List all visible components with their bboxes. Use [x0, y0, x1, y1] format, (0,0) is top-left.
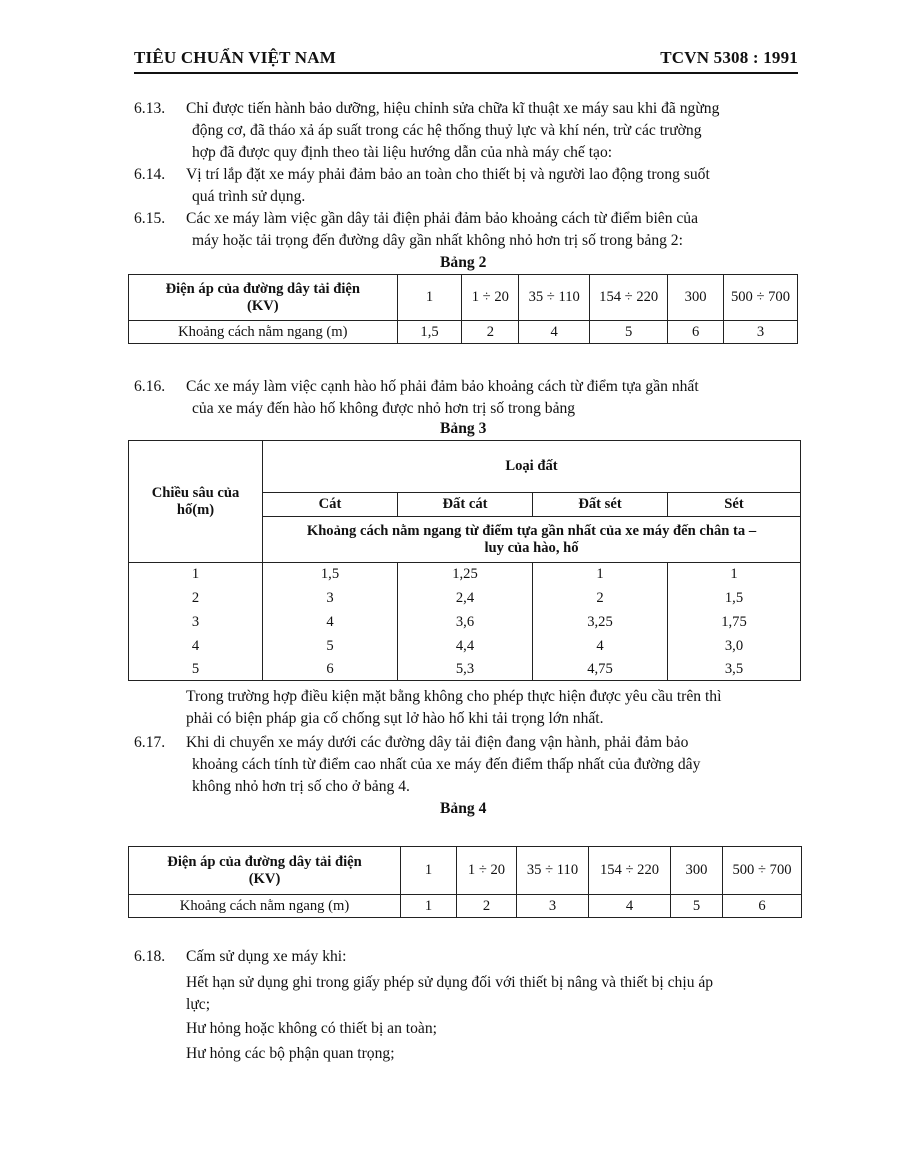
header-line: hố(m) [176, 501, 215, 518]
clause-number: 6.13. [134, 100, 166, 117]
table-cell: 4 [263, 611, 398, 635]
table-cell: 4 [533, 635, 668, 659]
table-cell: 500 ÷ 700 [723, 847, 802, 895]
clause-text: khoảng cách tính từ điểm cao nhất của xe máy đến điểm thấp nhất của đường dây [192, 756, 701, 773]
clause-6-14 [134, 164, 798, 208]
table-cell: 3 [723, 321, 797, 344]
table-cell: 6 [263, 659, 398, 681]
clause-number: 6.18. [134, 948, 166, 965]
table-header-cell [129, 847, 401, 895]
standard-code: TCVN 5308 : 1991 [660, 48, 798, 67]
clause-6-16 [134, 376, 798, 420]
clause-6-15 [134, 208, 798, 252]
table-row [129, 847, 802, 895]
clause-text: Các xe máy làm việc gần dây tải điện phải đảm bảo khoảng cách từ điểm biên của [186, 210, 699, 227]
table-cell: 5 [590, 321, 668, 344]
note-text: phải có biện pháp gia cố chống sụt lở hào hố khi tải trọng lớn nhất. [186, 710, 604, 727]
list-item [186, 972, 798, 1016]
clause-text: không nhỏ hơn trị số cho ở bảng 4. [192, 778, 410, 795]
page-header [134, 46, 798, 74]
table-row [129, 563, 801, 587]
table-cell: 300 [671, 847, 723, 895]
table-cell: 35 ÷ 110 [519, 275, 590, 321]
clause-number: 6.15. [134, 210, 166, 227]
soil-header-cell: Cát [263, 493, 398, 517]
depth-header [129, 441, 263, 563]
table-cell: 6 [668, 321, 724, 344]
note-text: Trong trường hợp điều kiện mặt bằng không cho phép thực hiện được yêu cầu trên thì [186, 688, 722, 705]
table-row [129, 659, 801, 681]
list-item: Hư hỏng các bộ phận quan trọng; [186, 1045, 395, 1062]
soil-type-header: Loại đất [263, 441, 801, 493]
table-cell: 5 [263, 635, 398, 659]
table-cell: 2 [462, 321, 519, 344]
table-cell: 3,5 [668, 659, 801, 681]
table-row [129, 321, 798, 344]
table-cell: 4 [129, 635, 263, 659]
table-cell: 1 ÷ 20 [457, 847, 517, 895]
clause-text: Vị trí lắp đặt xe máy phải đảm bảo an toàn cho thiết bị và người lao động trong suốt [186, 166, 710, 183]
table-cell: 1 [668, 563, 801, 587]
table-cell: 500 ÷ 700 [723, 275, 797, 321]
table-cell: 3 [129, 611, 263, 635]
clause-number: 6.14. [134, 166, 166, 183]
header-line: luy của hào, hố [484, 539, 579, 556]
table-cell: 3 [517, 895, 589, 918]
table-cell: 3 [263, 587, 398, 611]
table-cell: 300 [668, 275, 724, 321]
list-item-text: lực; [186, 996, 211, 1013]
soil-header-cell: Đất sét [533, 493, 668, 517]
table-cell: 1,5 [668, 587, 801, 611]
table-2 [128, 274, 798, 344]
list-item-text: Hết hạn sử dụng ghi trong giấy phép sử dụng đối với thiết bị nâng và thiết bị chịu áp [186, 974, 714, 991]
table-cell: 1,5 [263, 563, 398, 587]
table-cell: 1 [129, 563, 263, 587]
header-line: Điện áp của đường dây tải điện [167, 853, 362, 870]
clause-text: Khi di chuyển xe máy dưới các đường dây tải điện đang vận hành, phải đảm bảo [186, 734, 689, 751]
table-3-note [186, 686, 798, 730]
clause-text: của xe máy đến hào hố không được nhỏ hơn trị số trong bảng [192, 400, 576, 417]
table-4-caption: Bảng 4 [440, 800, 487, 817]
table-row-label: Khoảng cách nằm ngang (m) [129, 895, 401, 918]
header-line: (KV) [246, 297, 279, 314]
clause-number: 6.16. [134, 378, 166, 395]
clause-number: 6.17. [134, 734, 166, 751]
standard-title: TIÊU CHUẨN VIỆT NAM [134, 48, 337, 67]
clause-text: động cơ, đã tháo xả áp suất trong các hệ thống thuỷ lực và khí nén, trừ các trường [192, 122, 702, 139]
clause-text: hợp đã được quy định theo tài liệu hướng dẫn của nhà máy chế tạo: [192, 144, 613, 161]
soil-header-cell: Đất cát [398, 493, 533, 517]
table-cell: 3,0 [668, 635, 801, 659]
table-cell: 2 [533, 587, 668, 611]
table-row [129, 587, 801, 611]
clause-text: máy hoặc tải trọng đến đường dây gần nhất không nhỏ hơn trị số trong bảng 2: [192, 232, 683, 249]
table-row [129, 895, 802, 918]
table-cell: 5,3 [398, 659, 533, 681]
table-cell: 2 [457, 895, 517, 918]
table-cell: 4,4 [398, 635, 533, 659]
table-row [129, 635, 801, 659]
distance-header [263, 517, 801, 563]
header-line: (KV) [248, 870, 281, 887]
table-cell: 35 ÷ 110 [517, 847, 589, 895]
table-2-caption: Bảng 2 [440, 254, 487, 271]
table-header-cell [129, 275, 398, 321]
table-cell: 3,6 [398, 611, 533, 635]
table-row-label: Khoảng cách nằm ngang (m) [129, 321, 398, 344]
table-cell: 1,75 [668, 611, 801, 635]
table-cell: 1 [533, 563, 668, 587]
soil-header-cell: Sét [668, 493, 801, 517]
clause-text: Các xe máy làm việc cạnh hào hố phải đảm bảo khoảng cách từ điểm tựa gần nhất [186, 378, 699, 395]
table-cell: 3,25 [533, 611, 668, 635]
table-cell: 1 ÷ 20 [462, 275, 519, 321]
table-cell: 2 [129, 587, 263, 611]
table-cell: 4,75 [533, 659, 668, 681]
clause-text: quá trình sử dụng. [192, 188, 306, 205]
table-4 [128, 846, 802, 918]
clause-6-17 [134, 732, 798, 798]
table-row [129, 611, 801, 635]
table-cell: 1 [397, 275, 462, 321]
table-cell: 6 [723, 895, 802, 918]
table-cell: 5 [671, 895, 723, 918]
header-line: Điện áp của đường dây tải điện [165, 280, 361, 297]
table-cell: 2,4 [398, 587, 533, 611]
table-3-caption: Bảng 3 [440, 420, 487, 437]
table-cell: 4 [589, 895, 671, 918]
table-cell: 5 [129, 659, 263, 681]
table-cell: 1 [401, 895, 457, 918]
header-line: Chiều sâu của [151, 484, 240, 501]
table-cell: 1,25 [398, 563, 533, 587]
table-cell: 1 [401, 847, 457, 895]
table-cell: 1,5 [397, 321, 462, 344]
table-row [129, 275, 798, 321]
table-cell: 4 [519, 321, 590, 344]
table-3 [128, 440, 801, 681]
table-cell: 154 ÷ 220 [590, 275, 668, 321]
table-row [129, 441, 801, 493]
clause-6-18 [134, 946, 798, 968]
clause-text: Chỉ được tiến hành bảo dưỡng, hiệu chỉnh sửa chữa kĩ thuật xe máy sau khi đã ngừng [186, 100, 720, 117]
list-item: Hư hỏng hoặc không có thiết bị an toàn; [186, 1020, 437, 1037]
table-cell: 154 ÷ 220 [589, 847, 671, 895]
clause-6-13 [134, 98, 798, 164]
clause-text: Cấm sử dụng xe máy khi: [186, 948, 347, 965]
header-line: Khoảng cách nằm ngang từ điểm tựa gần nhất của xe máy đến chân ta – [306, 522, 757, 539]
